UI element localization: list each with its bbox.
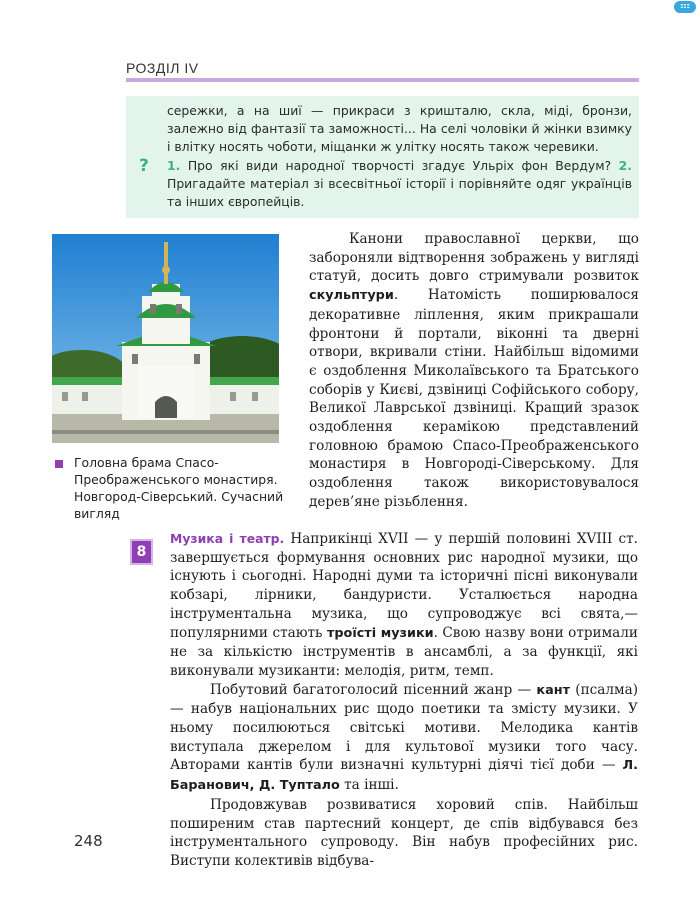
quote-text: сережки, а на шиї — прикраси з кришталю, скла, міді, бронзи, залежно від фантазії та заможності... На селі чоловіки й жінки взимку і влітку носять чоботи, міщанки ж улітку носять також черевики.: [167, 103, 632, 154]
question-icon: ?: [139, 156, 149, 176]
questions: [167, 157, 632, 211]
figure-caption: Головна брама Спасо-Преображенського монастиря. Новгород-Сіверський. Сучасний вигляд: [74, 455, 284, 521]
section-title: Музика і театр.: [170, 531, 285, 546]
question-1-number: 1.: [167, 158, 181, 173]
term-troisti-muzyky: троїсті музики: [326, 625, 434, 641]
question-2-number: 2.: [618, 158, 632, 173]
music-theatre-section: [170, 530, 638, 871]
kant-text-1: Побутовий багатоголосий пісенний жанр —: [210, 681, 532, 698]
page-number: 248: [74, 832, 103, 850]
choral-paragraph: Продовжував розвиватися хоровий спів. Найбільш поширеним став партесний концерт, де спів відбувався без інструментального супроводу. Він набув професійних рис. Виступи колективів відбува-: [170, 796, 638, 869]
question-2: Пригадайте матеріал зі всесвітньої історії і порівняйте одяг українців та інших європейців.: [167, 176, 632, 209]
term-kant: кант: [536, 682, 571, 698]
header-rule: [126, 78, 639, 82]
term-sculpture: скульптури: [309, 288, 394, 304]
section-header: РОЗДІЛ IV: [126, 60, 199, 76]
sculpture-paragraph: [309, 230, 639, 512]
question-1: Про які види народної творчості згадує Ульріх фон Вердум?: [187, 158, 612, 173]
music-text-2: . Свою назву вони отримали не за кількістю інструментів в ансамблі, а за функції, які виконували музиканти: мелодія, ритм, темп.: [170, 624, 638, 679]
kant-text-2: (псалма) — набув національних рис щодо поетики та змісту музики. У ньому посилюються світські мотиви. Мелодика кантів виступала джерелом і для культової музики того часу. Авторами кантів були визначні культурні діячі тієї доби —: [170, 681, 638, 774]
publisher-logo: ΞΞΞ: [674, 1, 696, 13]
caption-marker: [55, 460, 63, 468]
kant-text-3: та інші.: [344, 777, 399, 794]
music-text-1: Наприкінці XVII — у першій половині XVIII ст. завершується формування основних рис народної музики, що існують і сьогодні. Народні думи та історичні пісні виконували кобзарі, лірники, бандуристи. Усталюється народна інструментальна музика, що супроводжує всі свята,— популярними стають: [170, 531, 639, 641]
sculpture-text-2: . Натомість поширювалося декоративне ліплення, яким прикрашали фронтони й портали, віконні та дверні отвори, вкривали стіни. Найбільш відомими є оздоблення Миколаївського та Братського соборів у Києві, дзвіниці Софійського собору, Великої Лаврської дзвіниці. Кращий зразок оздоблення керамікою представлений головною брамою Спасо-Преображенського монастиря в Новгороді-Сіверському. Для оздоблення також використовувалося дерев’яне різьблення.: [309, 287, 639, 510]
monastery-gate-photo: [52, 234, 279, 443]
kant-authors: Л. Баранович, Д. Туптало: [170, 758, 638, 794]
monastery-gate-illustration: [52, 234, 279, 443]
section-number-badge: 8: [130, 539, 153, 565]
sculpture-text-1: Канони православної церкви, що забороняли відтворення зображень у вигляді статуй, досить довго стримували розвиток: [309, 231, 639, 285]
